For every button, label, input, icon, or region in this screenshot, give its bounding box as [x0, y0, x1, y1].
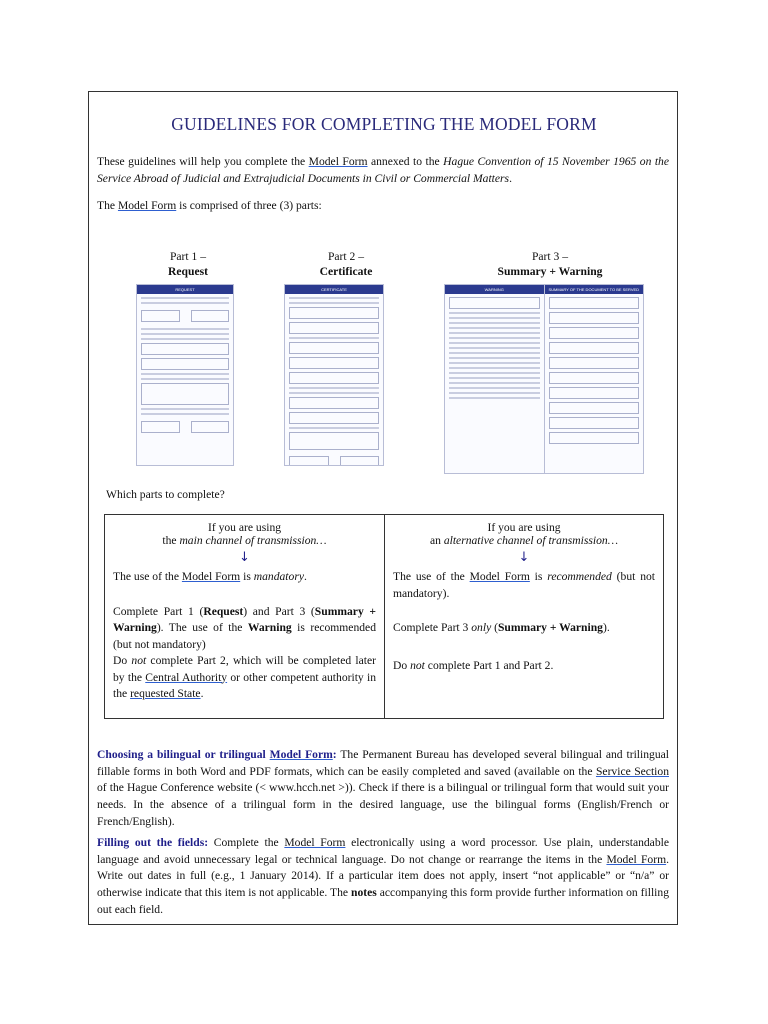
- central-authority-link[interactable]: Central Authority: [145, 670, 228, 684]
- page-title: GUIDELINES FOR COMPLETING THE MODEL FORM: [171, 114, 597, 134]
- main-channel-header: If you are using the main channel of transmission…: [162, 521, 327, 547]
- summary-warning-form-thumbnail: [444, 284, 644, 474]
- model-form-link[interactable]: Model Form: [117, 199, 177, 212]
- part-1-label: Part 1 – Request: [168, 250, 208, 278]
- model-form-link[interactable]: Model Form: [269, 748, 333, 761]
- main-channel-complete: Complete Part 1 (Request) and Part 3 (Summary + Warning). The use of the Warning is recommended (but not mandatory): [113, 604, 376, 651]
- summary-page-thumbnail: SUMMARY OF THE DOCUMENT TO BE SERVED: [545, 285, 644, 473]
- filling-heading: Filling out the fields:: [97, 836, 209, 849]
- choosing-paragraph: Choosing a bilingual or trilingual Model Form: The Permanent Bureau has developed several bilingual and trilingual fillable forms in both Word and PDF formats, which can be easily completed and saved (available on the Service Section of the Hague Conference website (< www.hcch.net >)). Check if there is a bilingual or trilingual form that would suit your needs. In the absence of a trilingual form in the desired language, use the bilingual forms (English/French or French/English).: [97, 748, 669, 828]
- alternative-channel-do-not: Do not complete Part 1 and Part 2.: [393, 658, 554, 672]
- alternative-channel-header: If you are using an alternative channel of transmission…: [429, 521, 619, 547]
- model-form-link[interactable]: Model Form: [284, 836, 346, 849]
- model-form-link[interactable]: Model Form: [308, 155, 368, 168]
- certificate-form-thumbnail: CERTIFICATE: [284, 284, 384, 466]
- comprised-paragraph: The Model Form is comprised of three (3) parts:: [97, 199, 322, 212]
- service-section-link[interactable]: Service Section: [595, 764, 669, 778]
- main-channel-do-not: Do not complete Part 2, which will be completed later by the Central Authority or other competent authority in the requested State.: [113, 654, 376, 700]
- model-form-link[interactable]: Model Form: [606, 852, 667, 866]
- alternative-channel-cell: [384, 515, 663, 718]
- filling-paragraph: Filling out the fields: Complete the Model Form electronically using a word processor. Use plain, understandable language and avoid unnecessary legal or technical language. Do not change or rearrange the items in the Model Form. Write out dates in full (e.g., 1 January 2014). If a particular item does not apply, insert “not applicable” or “n/a” or otherwise indicate that this item is not applicable. The notes accompanying this form provide further information on filling out each field.: [97, 836, 669, 916]
- model-form-link[interactable]: Model Form: [469, 570, 530, 583]
- choice-table: [104, 514, 664, 719]
- alternative-channel-use: The use of the Model Form is recommended (but not mandatory).: [393, 570, 656, 600]
- part-2-label: Part 2 – Certificate: [319, 250, 373, 278]
- part-3-label: Part 3 – Summary + Warning: [497, 250, 603, 278]
- convention-title: Hague Convention of 15 November 1965 on the Service Abroad of Judicial and Extrajudicial Documents in Civil or Commercial Matters: [97, 155, 669, 185]
- alternative-channel-complete: Complete Part 3 only (Summary + Warning).: [393, 621, 610, 634]
- arrow-down-icon: ↓: [518, 550, 530, 565]
- requested-state-link[interactable]: requested State: [130, 687, 201, 700]
- request-form-thumbnail: REQUEST: [136, 284, 234, 466]
- model-form-link[interactable]: Model Form: [181, 570, 241, 583]
- warning-page-thumbnail: WARNING: [445, 285, 545, 473]
- choosing-heading: Choosing a bilingual or trilingual Model Form:: [97, 748, 337, 761]
- intro-paragraph: These guidelines will help you complete the Model Form annexed to the Hague Convention of 15 November 1965 on the Service Abroad of Judicial and Extrajudicial Documents in Civil or Commercial Matters.: [97, 155, 669, 185]
- arrow-down-icon: ↓: [239, 550, 250, 565]
- which-parts-heading: Which parts to complete?: [106, 488, 225, 501]
- main-channel-use: The use of the Model Form is mandatory.: [113, 570, 307, 583]
- main-channel-cell: [105, 515, 384, 718]
